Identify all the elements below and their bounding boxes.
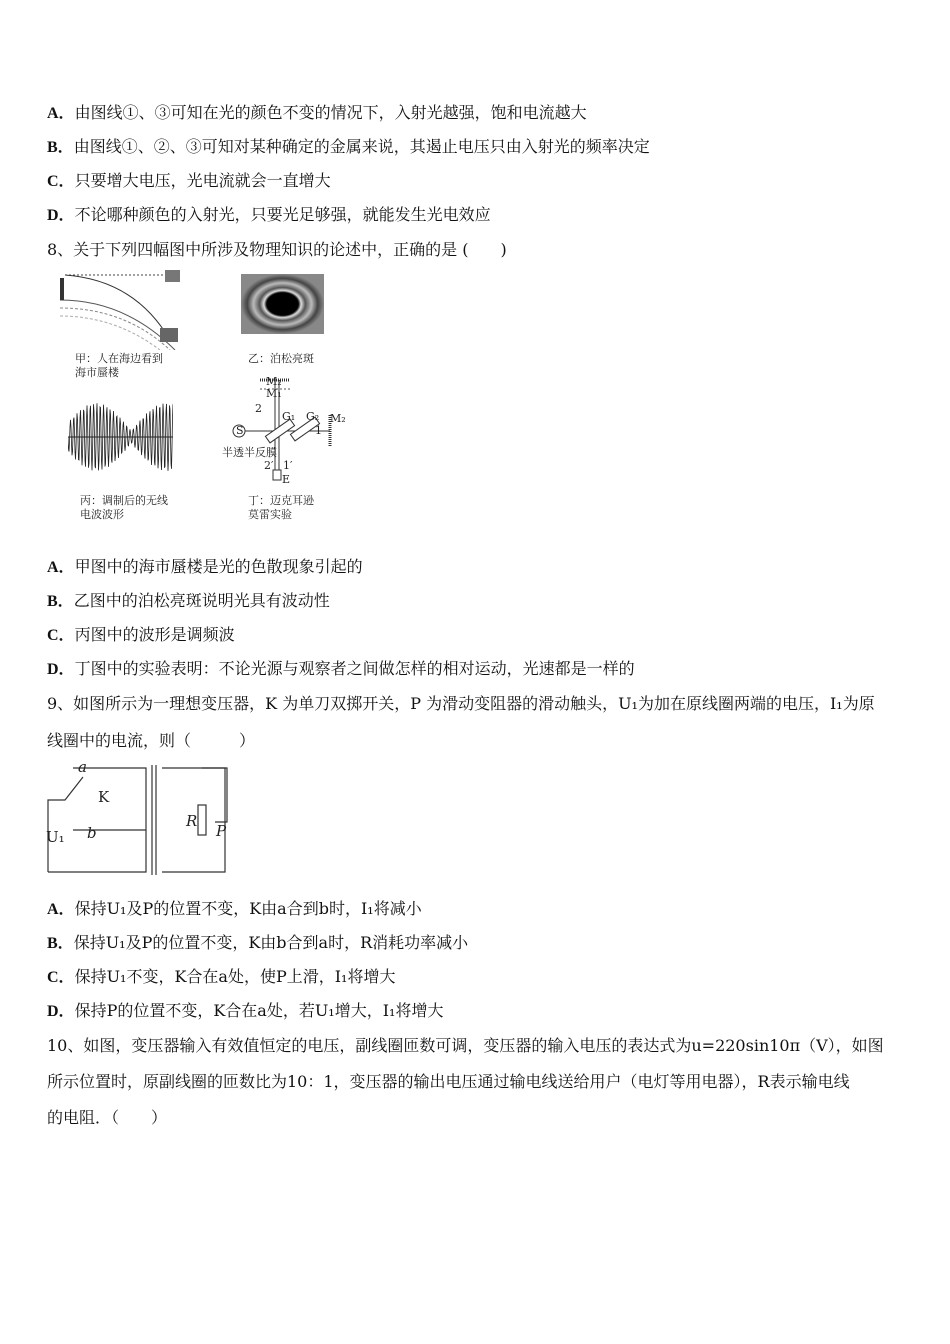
label-1: 1 xyxy=(315,424,322,437)
label-m2: M₂ xyxy=(266,375,282,388)
option-text: 保持U₁不变，K合在a处，使P上滑，I₁将增大 xyxy=(74,967,396,986)
q9-option-c xyxy=(47,967,395,988)
q10-line1: 10、如图，变压器输入有效值恒定的电压，副线圈匝数可调，变压器的输入电压的表达式为u=220sin10π（V），如图 xyxy=(47,1036,884,1055)
caption-bing xyxy=(80,494,168,522)
resistor-r: R xyxy=(186,812,198,830)
q8-stem: 8、关于下列四幅图中所涉及物理知识的论述中，正确的是 ( ) xyxy=(47,240,507,259)
option-label: C． xyxy=(47,627,75,644)
option-label: B． xyxy=(47,139,74,156)
option-text: 只要增大电压，光电流就会一直增大 xyxy=(74,171,331,190)
option-text: 保持U₁及P的位置不变，K由b合到a时，R消耗功率减小 xyxy=(73,933,469,952)
q10-line3: 的电阻．（ ） xyxy=(47,1108,168,1127)
option-text: 丁图中的实验表明：不论光源与观察者之间做怎样的相对运动，光速都是一样的 xyxy=(74,659,635,678)
label-1p: 1′ xyxy=(283,459,293,472)
caption-yi: 乙：泊松亮斑 xyxy=(248,352,314,365)
voltage-u1: U₁ xyxy=(46,828,65,846)
caption-line: 甲：人在海边看到 xyxy=(75,352,163,365)
caption-line: 莫雷实验 xyxy=(248,508,292,521)
switch-k: K xyxy=(98,788,110,806)
label-2: 2 xyxy=(255,402,262,415)
label-g1: G₁ xyxy=(282,410,296,423)
q9-stem-line2: 线圈中的电流，则（ ） xyxy=(47,731,256,750)
q8-option-a xyxy=(47,557,363,578)
q9-option-a xyxy=(47,899,422,920)
q9-stem-line1: 9、如图所示为一理想变压器，K 为单刀双掷开关，P 为滑动变阻器的滑动触头，U₁为加在原线圈两端的电压，I₁为原 xyxy=(47,694,875,713)
label-s: S xyxy=(236,424,244,437)
option-text: 由图线①、②、③可知对某种确定的金属来说，其遏止电压只由入射光的频率决定 xyxy=(73,137,650,156)
slider-p: P xyxy=(216,822,227,840)
option-label: A． xyxy=(47,901,75,918)
option-label: C． xyxy=(47,969,75,986)
option-text: 乙图中的泊松亮斑说明光具有波动性 xyxy=(73,591,330,610)
label-film: 半透半反膜 xyxy=(222,446,277,459)
label-m1: M₁ xyxy=(266,387,282,400)
option-label: D． xyxy=(47,207,75,224)
caption-line: 电波波形 xyxy=(80,508,124,521)
q7-option-a xyxy=(47,103,587,124)
option-text: 甲图中的海市蜃楼是光的色散现象引起的 xyxy=(74,557,363,576)
q7-option-b xyxy=(47,137,650,158)
option-label: A． xyxy=(47,105,75,122)
option-label: C． xyxy=(47,173,75,190)
option-text: 保持U₁及P的位置不变，K由a合到b时，I₁将减小 xyxy=(74,899,422,918)
caption-line: 海市蜃楼 xyxy=(75,366,119,379)
option-label: D． xyxy=(47,661,75,678)
q7-option-d xyxy=(47,205,491,226)
caption-line: 丁：迈克耳逊 xyxy=(248,494,314,507)
poisson-spot-figure xyxy=(241,274,324,334)
q8-option-b xyxy=(47,591,330,612)
option-label: A． xyxy=(47,559,75,576)
q9-option-b xyxy=(47,933,468,954)
transformer-circuit xyxy=(45,760,245,880)
terminal-a: a xyxy=(78,758,87,776)
option-label: B． xyxy=(47,593,74,610)
label-2p: 2′ xyxy=(264,459,274,472)
caption-ding xyxy=(248,494,314,522)
label-g2: G₂ xyxy=(306,410,320,423)
option-text: 保持P的位置不变，K合在a处，若U₁增大，I₁将增大 xyxy=(74,1001,444,1020)
option-label: D． xyxy=(47,1003,75,1020)
option-text: 由图线①、③可知在光的颜色不变的情况下，入射光越强，饱和电流越大 xyxy=(74,103,587,122)
label-m2-right: M₂ xyxy=(330,412,346,425)
q9-option-d xyxy=(47,1001,443,1022)
mirage-figure xyxy=(55,270,185,350)
q8-option-d xyxy=(47,659,635,680)
caption-jia xyxy=(75,352,163,380)
label-e: E xyxy=(282,473,291,486)
option-label: B． xyxy=(47,935,74,952)
option-text: 丙图中的波形是调频波 xyxy=(74,625,235,644)
q8-option-c xyxy=(47,625,235,646)
terminal-b: b xyxy=(87,824,97,842)
option-text: 不论哪种颜色的入射光，只要光足够强，就能发生光电效应 xyxy=(74,205,491,224)
q10-line2: 所示位置时，原副线圈的匝数比为10：1，变压器的输出电压通过输电线送给用户（电灯等用电器），R表示输电线 xyxy=(47,1072,850,1091)
modulated-wave-figure xyxy=(68,400,173,475)
q7-option-c xyxy=(47,171,331,192)
caption-line: 丙：调制后的无线 xyxy=(80,494,168,507)
